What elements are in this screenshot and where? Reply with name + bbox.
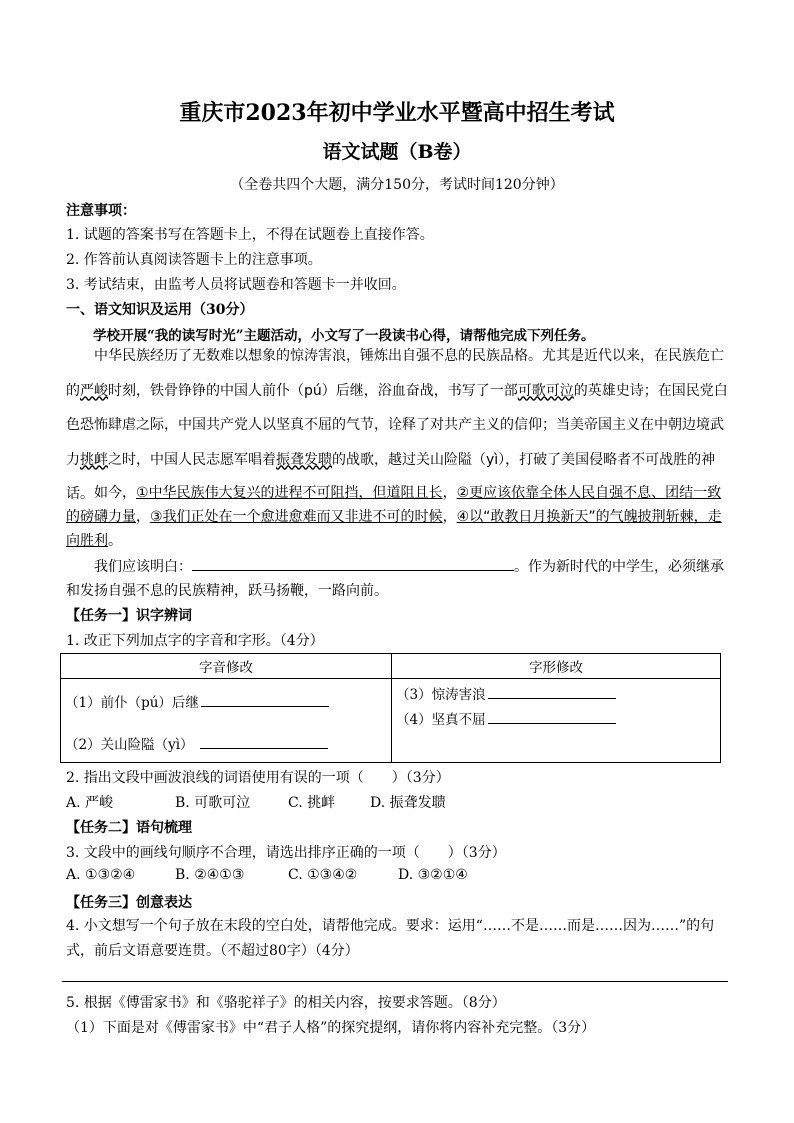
question-4: 4. 小文想写一个句子放在末段的空白处，请帮他完成。要求：运用“……不是……而是……因为……”的句式，前后文语意要连贯。（不超过80字）（4分） (66, 918, 715, 959)
question-5-sub-1: （1）下面是对《傅雷家书》中“君子人格”的探究提纲，请你将内容补充完整。（3分） (66, 1020, 596, 1036)
notice-item: 3. 考试结束，由监考人员将试题卷和答题卡一并收回。 (66, 277, 406, 293)
task2-heading: 【任务二】语句梳理 (66, 820, 192, 836)
notice-heading: 注意事项： (66, 203, 136, 219)
passage-paragraph-3: 我们应该明白： 。作为新时代的中学生，必须继承和发扬自强不息的民族精神，跃马扬鞭，一路向前。 (66, 555, 728, 603)
option-d[interactable]: D. 振聋发聩 (370, 795, 446, 811)
table-cell (392, 679, 721, 763)
exam-title: 重庆市2023年初中学业水平暨高中招生考试 (179, 100, 615, 126)
answer-blank[interactable] (201, 692, 329, 707)
table-header: 字音修改 (61, 654, 392, 679)
question-2: 2. 指出文段中画波浪线的词语使用有误的一项（ ）（3分） (66, 770, 450, 786)
answer-blank[interactable] (488, 684, 616, 699)
option-b[interactable]: B. 可歌可泣 (175, 795, 251, 811)
option-d[interactable]: D. ③②①④ (398, 867, 468, 883)
section-intro: 学校开展“我的读写时光”主题活动，小文写了一段读书心得，请帮他完成下列任务。 (93, 328, 595, 344)
passage-paragraph-2: 如今，①中华民族伟大复兴的进程不可阻挡，但道阻且长，②更应该依靠全体人民自强不息、团结一致的磅礴力量，③我们正处在一个愈进愈难而又非进不可的时候，④以“敢教日月换新天”的气魄披荆斩棘，走向胜利。 (66, 485, 722, 549)
notice-item: 1. 试题的答案书写在答题卡上，不得在试题卷上直接作答。 (66, 227, 434, 243)
passage-paragraph-1: 中华民族经历了无数难以想象的惊涛害浪，锤炼出自强不息的民族品格。尤其是近代以来，在民族危亡的严峻时刻，铁骨铮铮的中国人前仆（pú）后继，浴血奋战，书写了一部可歌可泣的英雄史诗；在国民党白色恐怖肆虐之际，中国共产党人以坚真不屈的气节，诠释了对共产主义的信仰；当美帝国主义在中朝边境武力挑衅之时，中国人民志愿军唱着振聋发聩的战歌，越过关山险隘（yì），打破了美国侵略者不可战胜的神话。 (66, 348, 728, 502)
underlined-sentence: ④以“敢教日月换新天”的气魄披荆斩棘，走向胜利 (66, 509, 722, 549)
pinyin-item: （2）关山险隘（yì） (65, 737, 194, 753)
table-cell (61, 679, 392, 763)
option-c[interactable]: C. 挑衅 (288, 795, 336, 811)
wavy-word: 挑衅 (80, 451, 108, 468)
exam-subtitle: 语文试题（B卷） (322, 141, 472, 163)
option-a[interactable]: A. ①③②④ (66, 867, 136, 883)
underlined-sentence: ②更应该依靠全体人民自强不息、团结一致的磅礴力量 (66, 485, 722, 525)
task3-heading: 【任务三】创意表达 (66, 895, 192, 911)
answer-blank[interactable] (192, 556, 514, 571)
wavy-word: 严峻 (80, 382, 108, 399)
glyph-item: （4）坚真不屈 (396, 712, 486, 728)
table-header: 字形修改 (392, 654, 721, 679)
glyph-item: （3）惊涛害浪 (396, 687, 486, 703)
option-c[interactable]: C. ①③④② (288, 867, 358, 883)
answer-blank[interactable] (488, 709, 616, 724)
wavy-word: 可歌可泣 (517, 382, 574, 399)
notice-item: 2. 作答前认真阅读答题卡上的注意事项。 (66, 252, 322, 268)
pinyin-item: （1）前仆（pú）后继 (65, 695, 199, 711)
underlined-sentence: ①中华民族伟大复兴的进程不可阻挡，但道阻且长 (136, 485, 443, 501)
wavy-word: 振聋发聩 (276, 451, 332, 468)
answer-blank[interactable] (200, 734, 328, 749)
task1-heading: 【任务一】识字辨词 (66, 608, 192, 624)
underlined-sentence: ③我们正处在一个愈进愈难而又非进不可的时候 (150, 509, 443, 525)
exam-note: （全卷共四个大题，满分150分，考试时间120分钟） (230, 177, 564, 193)
option-a[interactable]: A. 严峻 (66, 795, 114, 811)
question-1: 1. 改正下列加点字的字音和字形。（4分） (66, 633, 324, 649)
answer-line[interactable] (62, 981, 728, 982)
question-5: 5. 根据《傅雷家书》和《骆驼祥子》的相关内容，按要求答题。（8分） (66, 995, 506, 1011)
option-b[interactable]: B. ②④①③ (175, 867, 245, 883)
section-heading: 一、语文知识及运用（30分） (66, 302, 254, 318)
correction-table (60, 653, 721, 763)
question-3: 3. 文段中的画线句顺序不合理，请选出排序正确的一项（ ）（3分） (66, 845, 506, 861)
